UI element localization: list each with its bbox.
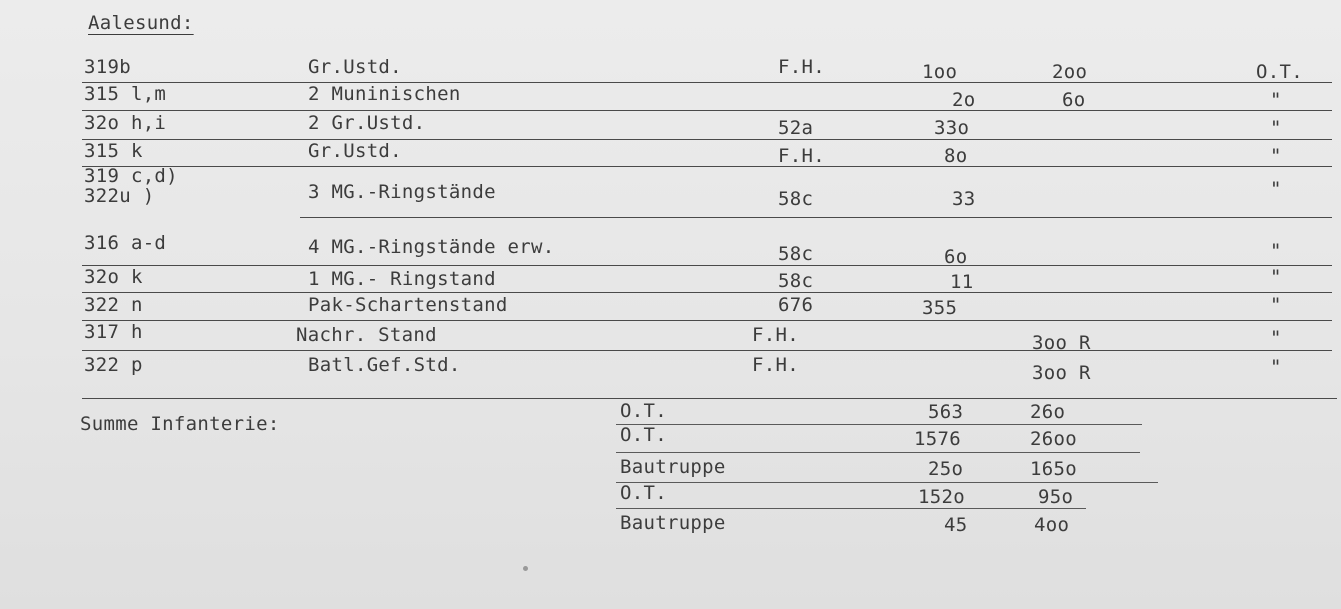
section-rule	[82, 398, 1337, 399]
row-type: F.H.	[778, 56, 825, 78]
summary-rule	[616, 452, 1140, 453]
row-description: Pak-Schartenstand	[308, 294, 508, 316]
row-number-continued: 322u )	[84, 185, 155, 207]
row-value-a: 355	[922, 297, 958, 319]
summary-value-b: 26oo	[1030, 428, 1077, 450]
row-number: 32o k	[84, 266, 143, 288]
row-value-a: 33o	[934, 117, 970, 139]
row-ot: "	[1270, 294, 1282, 316]
row-value-a: 11	[950, 271, 974, 293]
row-rule	[82, 82, 1332, 83]
row-rule	[82, 320, 1332, 321]
summary-value-a: 563	[928, 401, 964, 423]
summary-value-b: 4oo	[1034, 514, 1070, 536]
row-description: Nachr. Stand	[296, 324, 437, 346]
row-value-a: 8o	[944, 145, 968, 167]
row-description: 2 Gr.Ustd.	[308, 112, 426, 134]
summary-value-a: 1576	[914, 428, 961, 450]
row-type: 676	[778, 294, 814, 316]
row-number: 319b	[84, 56, 131, 78]
row-description: Gr.Ustd.	[308, 140, 402, 162]
summary-name: O.T.	[620, 400, 667, 422]
row-type: 52a	[778, 117, 814, 139]
row-ot: "	[1270, 145, 1282, 167]
row-value-a: 1oo	[922, 61, 958, 83]
row-description: 3 MG.-Ringstände	[308, 181, 496, 203]
summary-name: Bautruppe	[620, 512, 726, 534]
row-ot: "	[1270, 89, 1282, 111]
summary-value-a: 25o	[928, 458, 964, 480]
summary-label: Summe Infanterie:	[80, 413, 280, 435]
row-value-b: 6o	[1062, 89, 1086, 111]
row-ot: "	[1270, 178, 1282, 200]
summary-name: O.T.	[620, 482, 667, 504]
row-ot: O.T.	[1256, 61, 1303, 83]
row-value-b: 2oo	[1052, 61, 1088, 83]
summary-value-a: 152o	[918, 486, 965, 508]
row-value-b: 3oo R	[1032, 362, 1091, 384]
summary-rule	[616, 482, 1158, 483]
row-number: 32o h,i	[84, 112, 167, 134]
row-ot: "	[1270, 356, 1282, 378]
row-rule	[82, 265, 1332, 266]
row-ot: "	[1270, 266, 1282, 288]
paper-speck	[523, 566, 528, 571]
row-type: 58c	[778, 188, 814, 210]
row-value-a: 6o	[944, 246, 968, 268]
row-type: F.H.	[752, 354, 799, 376]
row-number: 322 n	[84, 294, 143, 316]
row-type: F.H.	[778, 145, 825, 167]
row-description: Batl.Gef.Std.	[308, 354, 461, 376]
row-description: 2 Muninischen	[308, 83, 461, 105]
row-value-a: 2o	[952, 89, 976, 111]
row-number: 319 c,d)	[84, 165, 178, 187]
row-ot: "	[1270, 327, 1282, 349]
row-value-b: 3oo R	[1032, 332, 1091, 354]
row-rule	[82, 292, 1332, 293]
row-description: 4 MG.-Ringstände erw.	[308, 236, 555, 258]
row-type: 58c	[778, 243, 814, 265]
summary-rule	[616, 508, 1086, 509]
row-ot: "	[1270, 117, 1282, 139]
row-description: Gr.Ustd.	[308, 56, 402, 78]
summary-name: Bautruppe	[620, 456, 726, 478]
row-rule	[82, 110, 1332, 111]
row-number: 316 a-d	[84, 232, 167, 254]
row-number: 315 l,m	[84, 83, 167, 105]
row-number: 317 h	[84, 321, 143, 343]
row-description: 1 MG.- Ringstand	[308, 268, 496, 290]
row-value-a: 33	[952, 188, 976, 210]
row-ot: "	[1270, 240, 1282, 262]
summary-value-b: 26o	[1030, 401, 1066, 423]
row-number: 315 k	[84, 140, 143, 162]
row-rule	[82, 350, 1332, 351]
summary-value-b: 95o	[1038, 486, 1074, 508]
summary-name: O.T.	[620, 424, 667, 446]
row-rule	[82, 139, 1332, 140]
summary-rule	[616, 424, 1142, 425]
row-rule	[300, 217, 1332, 218]
row-rule	[82, 166, 1332, 167]
summary-value-a: 45	[944, 514, 968, 536]
location-heading: Aalesund:	[88, 12, 194, 34]
row-number: 322 p	[84, 354, 143, 376]
summary-value-b: 165o	[1030, 458, 1077, 480]
row-type: F.H.	[752, 324, 799, 346]
row-type: 58c	[778, 270, 814, 292]
